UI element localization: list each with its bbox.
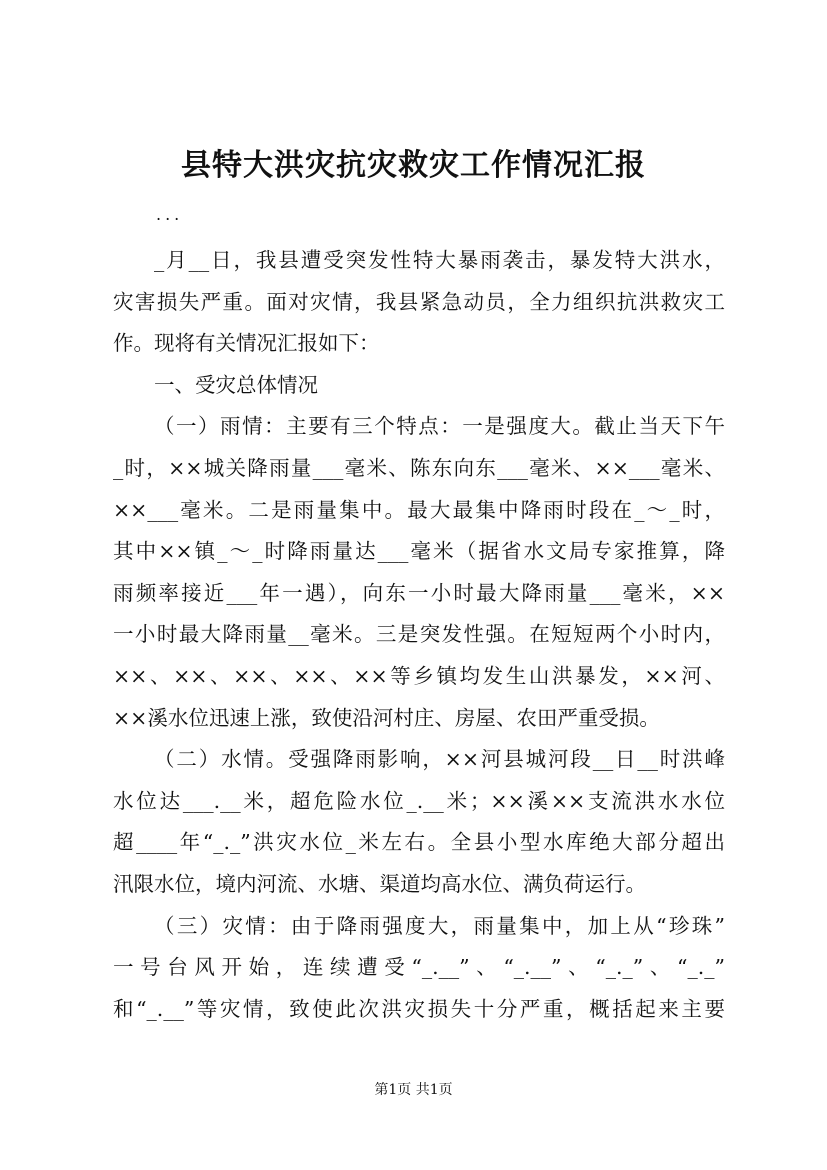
ellipsis-marker: ... (156, 205, 184, 224)
text-line: 其中××镇_～_时降雨量达___毫米（据省水文局专家推算，降 (113, 539, 725, 564)
text-line: 水位达___.__米，超危险水位_.__米；××溪××支流洪水水位 (113, 788, 725, 813)
text-line: 一小时最大降雨量__毫米。三是突发性强。在短短两个小时内， (113, 622, 725, 647)
text-line: 灾害损失严重。面对灾情，我县紧急动员，全力组织抗洪救灾工 (113, 289, 725, 314)
text-line: 一、受灾总体情况 (154, 372, 318, 397)
text-line: 雨频率接近___年一遇），向东一小时最大降雨量___毫米，×× (113, 580, 725, 605)
text-line: ××溪水位迅速上涨，致使沿河村庄、房屋、农田严重受损。 (113, 705, 660, 730)
text-line: _月__日，我县遭受突发性特大暴雨袭击，暴发特大洪水， (154, 248, 725, 272)
page-footer: 第1页 共1页 (374, 1082, 453, 1098)
text-line: 超____年“_._”洪灾水位_米左右。全县小型水库绝大部分超出 (113, 830, 725, 855)
text-line: （一）雨情：主要有三个特点：一是强度大。截止当天下午 (154, 414, 725, 439)
text-line: ××、××、××、××、××等乡镇均发生山洪暴发，××河、 (113, 663, 725, 688)
document-body (113, 240, 725, 1030)
text-line: 作。现将有关情况汇报如下： (113, 331, 380, 356)
text-line: 汛限水位，境内河流、水塘、渠道均高水位、满负荷运行。 (113, 871, 646, 896)
text-line: 一号台风开始，连续遭受“_.__”、“_.__”、“_._”、“_._” (113, 955, 725, 980)
text-line: 和“_.__”等灾情，致使此次洪灾损失十分严重，概括起来主要 (113, 996, 725, 1021)
document-title: 县特大洪灾抗灾救灾工作情况汇报 (181, 148, 646, 183)
text-line: （三）灾情：由于降雨强度大，雨量集中，加上从“珍珠” (154, 913, 725, 938)
text-line: （二）水情。受强降雨影响，××河县城河段__日__时洪峰 (154, 747, 725, 772)
text-line: ××___毫米。二是雨量集中。最大最集中降雨时段在_～_时， (113, 497, 725, 522)
text-line: _时，××城关降雨量___毫米、陈东向东___毫米、××___毫米、 (113, 455, 725, 480)
